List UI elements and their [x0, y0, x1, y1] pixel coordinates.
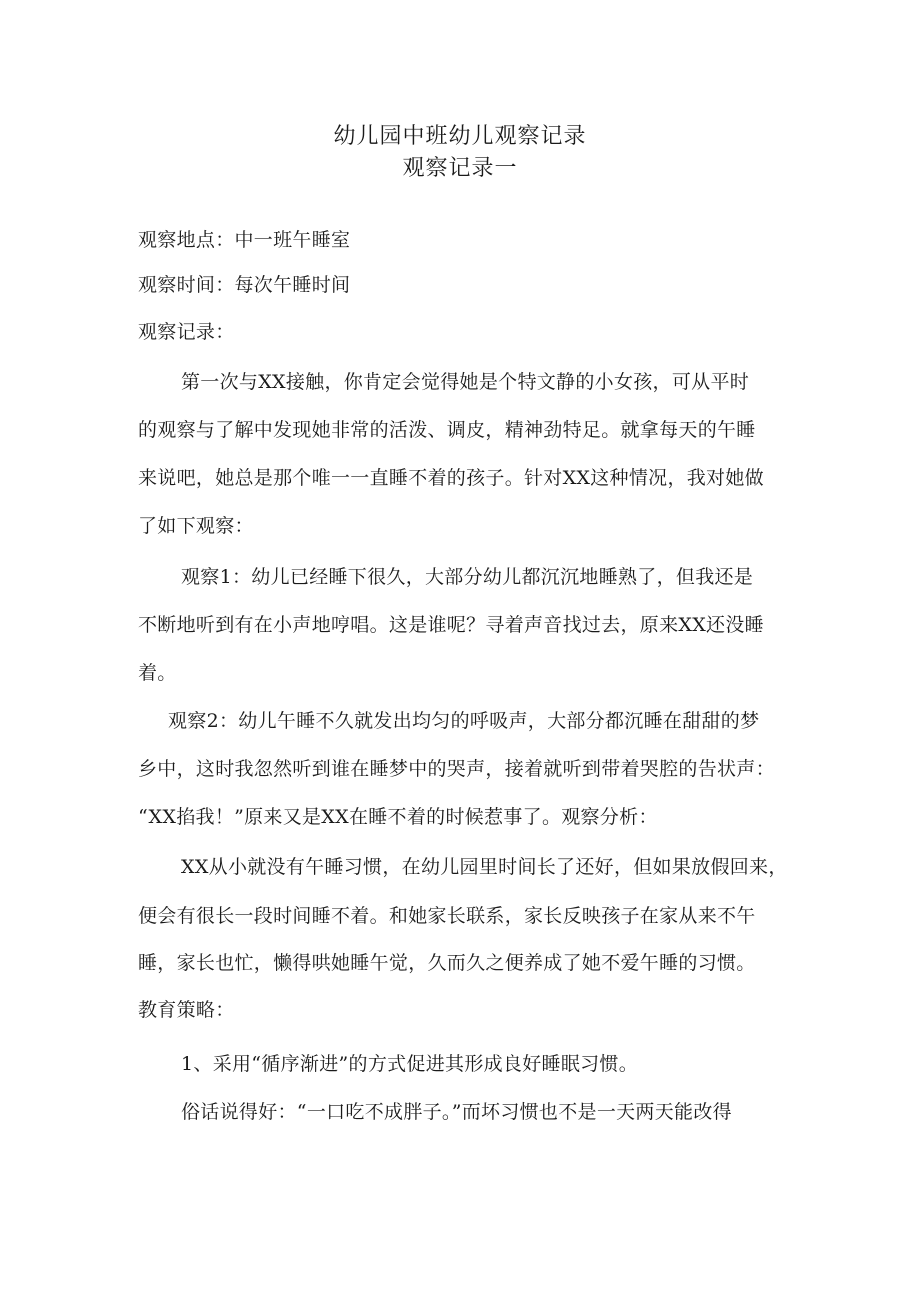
intro-line: 来说吧，她总是那个唯一一直睡不着的孩子。针对XX这种情况，我对她做 — [138, 467, 764, 489]
observation-record-heading: 观察记录： — [138, 321, 235, 343]
observation-location: 观察地点：中一班午睡室 — [138, 229, 351, 251]
intro-line: 的观察与了解中发现她非常的活泼、调皮，精神劲特足。就拿每天的午睡 — [138, 419, 756, 441]
strategy-item-1: 1、采用“循序渐进”的方式促进其形成良好睡眠习惯。 — [181, 1053, 639, 1075]
proverb-line: 俗话说得好：“一口吃不成胖子。”而坏习惯也不是一天两天能改得 — [181, 1101, 732, 1123]
analysis-line: XX从小就没有午睡习惯，在幼儿园里时间长了还好，但如果放假回来， — [181, 856, 788, 878]
observation1-line: 不断地听到有在小声地哼唱。这是谁呢？寻着声音找过去，原来XX还没睡 — [138, 614, 764, 636]
observation1-line: 着。 — [138, 662, 177, 684]
intro-line: 了如下观察： — [138, 515, 254, 537]
strategy-heading: 教育策略： — [138, 999, 235, 1021]
observation-time: 观察时间：每次午睡时间 — [138, 274, 351, 296]
observation2-line: 乡中，这时我忽然听到谁在睡梦中的哭声，接着就听到带着哭腔的告状声： — [138, 758, 775, 780]
observation2-line: 观察2：幼儿午睡不久就发出均匀的呼吸声，大部分都沉睡在甜甜的梦 — [168, 710, 760, 732]
analysis-line: 便会有很长一段时间睡不着。和她家长联系，家长反映孩子在家从来不午 — [138, 905, 756, 927]
document-subtitle: 观察记录一 — [402, 156, 518, 181]
analysis-line: 睡，家长也忙，懒得哄她睡午觉，久而久之便养成了她不爱午睡的习惯。 — [138, 952, 756, 974]
document-title: 幼儿园中班幼儿观察记录 — [333, 124, 587, 149]
intro-line: 第一次与XX接触，你肯定会觉得她是个特文静的小女孩，可从平时 — [181, 371, 750, 393]
observation1-line: 观察1：幼儿已经睡下很久，大部分幼儿都沉沉地睡熟了，但我还是 — [181, 566, 754, 588]
observation2-line: “XX掐我！”原来又是XX在睡不着的时候惹事了。观察分析： — [138, 806, 658, 828]
